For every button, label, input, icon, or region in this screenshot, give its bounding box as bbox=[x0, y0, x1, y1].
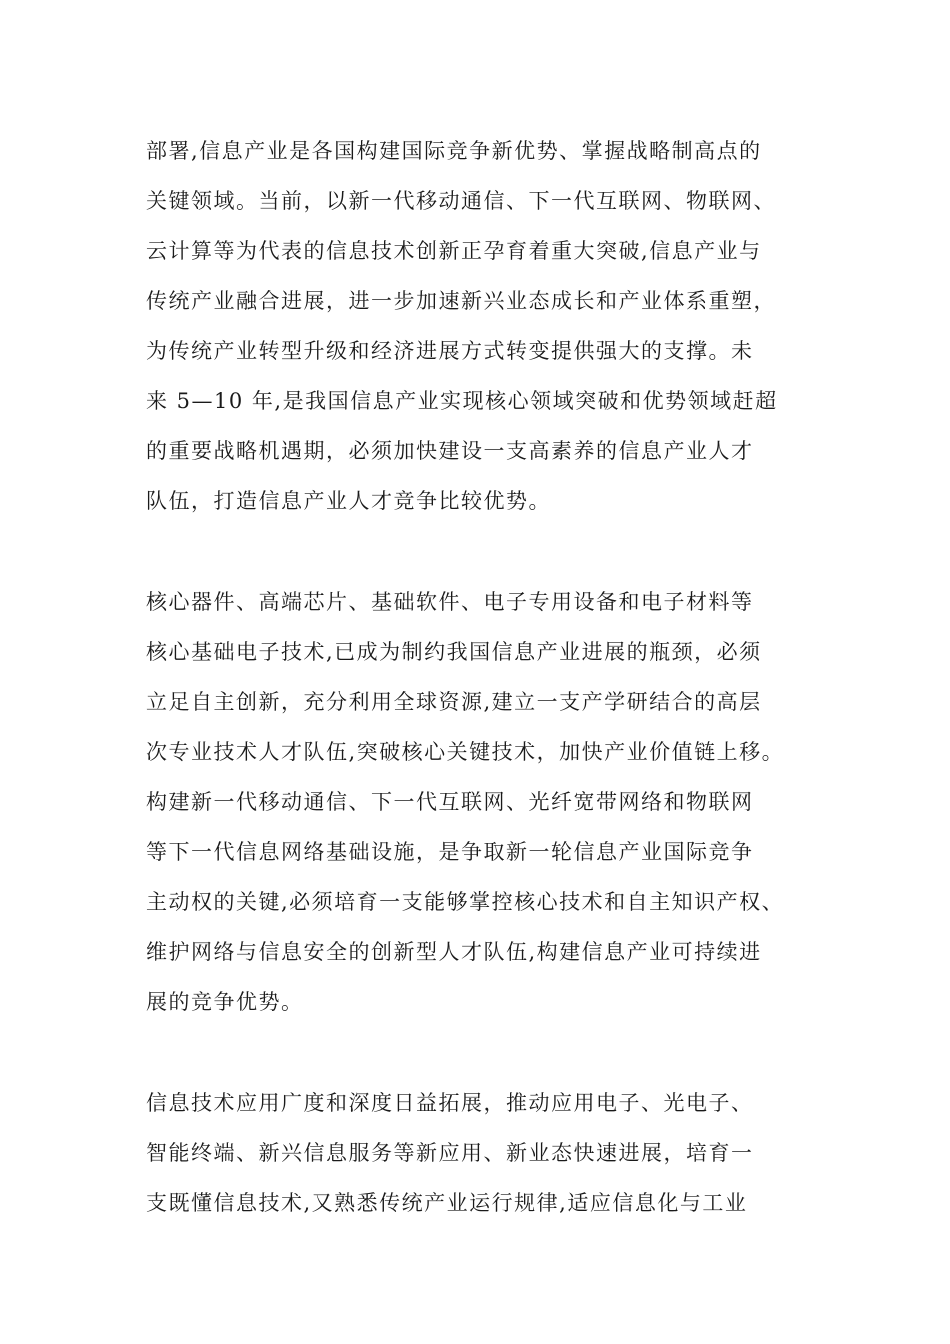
paragraph-line: 传统产业融合进展，进一步加速新兴业态成长和产业体系重塑， bbox=[146, 289, 776, 313]
paragraph-line: 核心基础电子技术,已成为制约我国信息产业进展的瓶颈，必须 bbox=[146, 640, 762, 664]
paragraph-line: 立足自主创新，充分利用全球资源,建立一支产学研结合的高层 bbox=[146, 690, 762, 714]
paragraph-line: 的重要战略机遇期，必须加快建设一支高素养的信息产业人才 bbox=[146, 439, 754, 463]
paragraph-line: 来 5—10 年,是我国信息产业实现核心领域突破和优势领域赶超 bbox=[146, 389, 778, 413]
paragraph-line: 主动权的关键,必须培育一支能够掌控核心技术和自主知识产权、 bbox=[146, 890, 785, 914]
paragraph-2 bbox=[146, 577, 826, 1027]
paragraph-3 bbox=[146, 1078, 826, 1228]
paragraph-line: 展的竞争优势。 bbox=[146, 990, 304, 1014]
paragraph-line: 次专业技术人才队伍,突破核心关键技术，加快产业价值链上移。 bbox=[146, 740, 785, 764]
paragraph-1 bbox=[146, 126, 826, 526]
paragraph-line: 维护网络与信息安全的创新型人才队伍,构建信息产业可持续进 bbox=[146, 940, 762, 964]
paragraph-line: 核心器件、高端芯片、基础软件、电子专用设备和电子材料等 bbox=[146, 590, 754, 614]
paragraph-line: 部署,信息产业是各国构建国际竞争新优势、掌握战略制高点的 bbox=[146, 139, 762, 163]
paragraph-line: 关键领域。当前，以新一代移动通信、下一代互联网、物联网、 bbox=[146, 189, 776, 213]
paragraph-line: 构建新一代移动通信、下一代互联网、光纤宽带网络和物联网 bbox=[146, 790, 754, 814]
paragraph-line: 为传统产业转型升级和经济进展方式转变提供强大的支撑。未 bbox=[146, 339, 754, 363]
paragraph-line: 信息技术应用广度和深度日益拓展，推动应用电子、光电子、 bbox=[146, 1091, 754, 1115]
paragraph-line: 支既懂信息技术,又熟悉传统产业运行规律,适应信息化与工业 bbox=[146, 1191, 748, 1215]
paragraph-line: 等下一代信息网络基础设施，是争取新一轮信息产业国际竞争 bbox=[146, 840, 754, 864]
paragraph-line: 队伍，打造信息产业人才竞争比较优势。 bbox=[146, 489, 551, 513]
paragraph-line: 智能终端、新兴信息服务等新应用、新业态快速进展，培育一 bbox=[146, 1141, 754, 1165]
paragraph-line: 云计算等为代表的信息技术创新正孕育着重大突破,信息产业与 bbox=[146, 239, 762, 263]
